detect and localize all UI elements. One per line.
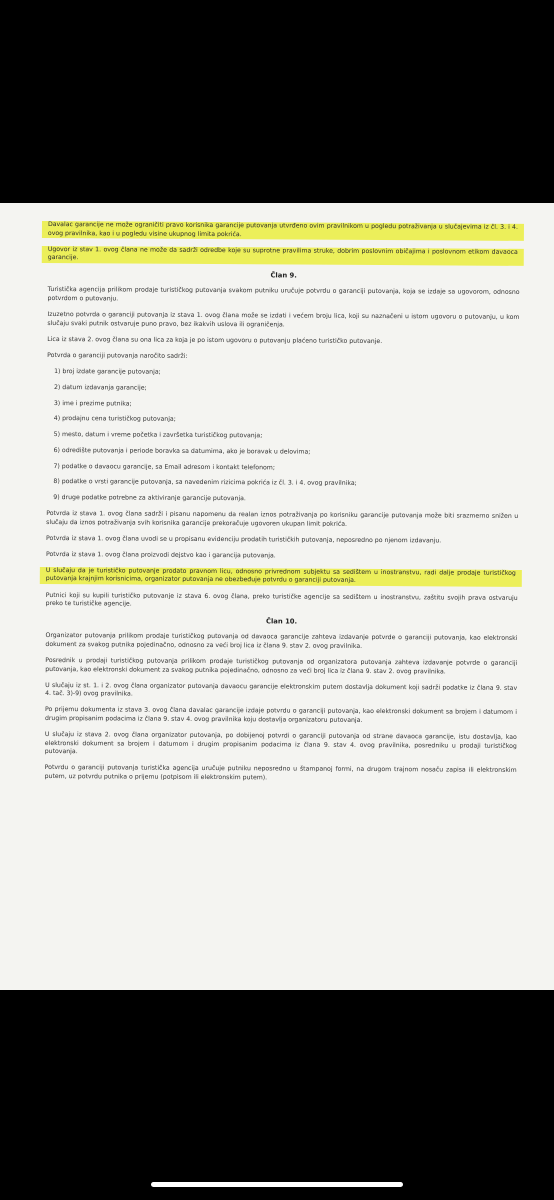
paragraph: Putnici koji su kupili turističko putovanje iz stava 6. ovog člana, preko turističke agencije sa sedištem u inostranstvu, zaštitu svojih prava ostvaruju preko te turističke agencije. <box>45 591 518 608</box>
paragraph: Po prijemu dokumenta iz stava 3. ovog člana davalac garancije izdaje potvrdu o garanciji putovanja, kao elektronski dokument sa brojem i datumom i drugim propisanim podacima iz člana 9. stav 4. ovog pravilnika koju dostavlja organizatoru putovanja. <box>44 706 518 724</box>
paragraph: Potvrda iz stava 1. ovog člana sadrži i pisanu napomenu da realan iznos potraživanja po korisniku garancije putovanja može biti srazmerno snižen u slučaju da iznos potraživanja svih korisnika garancije prekoračuje ugovoren ukupan limit pokrića. <box>46 509 519 528</box>
list-item: 6) odredište putovanja i periode boravka sa datumima, ako je boravak u delovima; <box>53 446 311 456</box>
highlighted-paragraph: U slučaju da je turističko putovanje prodato pravnom licu, odnosno privrednom subjektu sa sedištem u inostranstvu, radi dalje prodaje turističkog putovanja krajnjim korisnicima, organizator putovanja ne obezbeđuje potvrdu o garanciji putovanja. <box>40 567 522 587</box>
paragraph: Potvrda iz stava 1. ovog člana uvodi se u propisanu evidenciju prodatih turističkih putovanja, neposredno po njenom izdavanju. <box>46 534 442 545</box>
document-body <box>45 221 520 792</box>
paragraph: Organizator putovanja prilikom prodaje turističkog putovanja od davaoca garancije zahteva izdavanje potvrde o garanciji putovanja, kao elektronski dokument za svakog putnika pojedinačno, odnosno za veći broj lica iz člana 9. stav 2. ovog pravilnika. <box>45 632 518 650</box>
list-item: 9) druge podatke potrebne za aktiviranje garancije putovanja. <box>53 494 246 503</box>
paragraph: Lica iz stava 2. ovog člana su ona lica za koja je po istom ugovoru o putovanju plaćeno turističko putovanje. <box>47 335 383 345</box>
paragraph: Potvrda iz stava 1. ovog člana proizvodi dejstvo kao i garancija putovanja. <box>45 550 276 560</box>
list-item: 3) ime i prezime putnika; <box>53 399 132 408</box>
paragraph: U slučaju iz st. 1. i 2. ovog člana organizator putovanja davaocu garancije elektronskim putem dostavlja dokument koji sadrži podatke iz člana 9. stav 4. tač. 3)-9) ovog pravilnika. <box>45 681 518 698</box>
document-page <box>0 203 554 990</box>
article-title: Član 10. <box>265 617 298 626</box>
highlighted-paragraph: Ugovor iz stav 1. ovog člana ne može da sadrži odredbe koje su suprotne pravilima struke, dobrim poslovnim običajima i poslovnom etikom davaoca garancije. <box>42 246 524 266</box>
article-title: Član 9. <box>270 271 297 280</box>
list-item: 1) broj izdate garancije putovanja; <box>54 367 161 376</box>
home-indicator[interactable] <box>151 1182 403 1187</box>
paragraph: Potvrda o garanciji putovanja naročito sadrži: <box>47 351 188 360</box>
list-item: 7) podatke o davaocu garancije, sa Email adresom i kontakt telefonom; <box>53 462 275 472</box>
list-item: 5) mesto, datum i vreme početka i završetka turističkog putovanja; <box>53 431 263 440</box>
list-item: 4) prodajnu cena turističkog putovanja; <box>53 415 176 424</box>
paragraph: U slučaju iz stava 2. ovog člana organizator putovanja, po dobijenoj potvrdi o garanciji putovanja od strane davaoca garancije, istu dostavlja, kao elektronski dokument sa brojem i datumom i drugim propisanim podacima iz člana 9. stav 4. ovog pravilnika, posredniku u prodaji turističkog putovanja. <box>44 730 517 756</box>
paragraph: Posrednik u prodaji turističkog putovanja prilikom prodaje turističkog putovanja od organizatora putovanja zahteva izdavanje potvrde o garanciji putovanja, kao elektronski dokument za svakog putnika pojedinačno, odnosno za veći broj lica iz člana 9. stav 2. ovog pravilnika. <box>45 656 518 675</box>
list-item: 2) datum izdavanja garancije; <box>53 383 147 392</box>
paragraph: Turistička agencija prilikom prodaje turističkog putovanja svakom putniku uručuje potvrdu o garanciji putovanja, koja se izdaje sa ugovorom, odnosno potvrdom o putovanju. <box>47 286 520 303</box>
paragraph: Izuzetno potvrda o garanciji putovanja iz stava 1. ovog člana može se izdati i većem broju lica, koji su naznačeni u istom ugovoru o putovanju, u kom slučaju svaki putnik ostvaruje puno pravo, bez ikakvih uslova ili ograničenja. <box>47 311 520 329</box>
paragraph: Potvrdu o garanciji putovanja turistička agencija uručuje putniku neposredno u štampanoj formi, na drugom trajnom nosaču zapisa ili elektronskim putem, uz potvrdu putnika o prijemu (potpisom ili elektronskim putem). <box>44 764 517 782</box>
list-item: 8) podatke o vrsti garancije putovanja, sa navedenim rizicima pokrića iz čl. 3. i 4. ovog pravilnika; <box>53 478 357 488</box>
highlighted-paragraph: Davalac garancije ne može ograničiti pravo korisnika garancije putovanja utvrđeno ovim pravilnikom u pogledu potraživanja u slučajevima iz čl. 3. i 4. ovog pravilnika, kao i u pogledu visine ukupnog limita pokrića. <box>42 221 524 241</box>
